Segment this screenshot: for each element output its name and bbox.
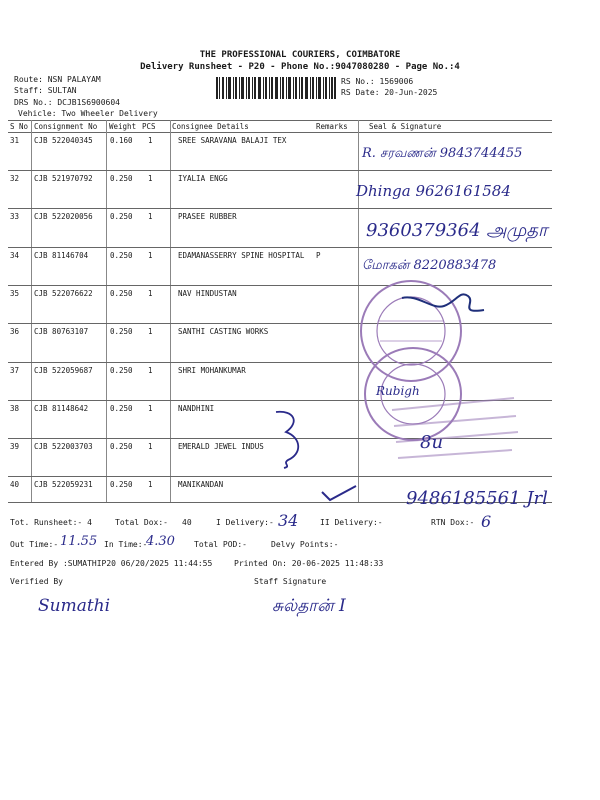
in-time-value: 4.30: [146, 534, 175, 549]
table-row-weight: 0.250: [110, 212, 133, 221]
table-row-consignee: IYALIA ENGG: [178, 174, 228, 183]
in-time-label: In Time:-: [104, 540, 148, 549]
signature-row-34: மோகன் 8220883478: [362, 258, 497, 273]
total-pod-label: Total POD:-: [194, 540, 247, 549]
table-row-consignment: CJB 522003703: [34, 442, 93, 451]
tot-runsheet: Tot. Runsheet:- 4: [10, 518, 92, 527]
column-divider: [31, 120, 32, 502]
column-header-consignee: Consignee Details: [172, 122, 249, 131]
rtn-dox-label: RTN Dox:-: [431, 518, 475, 527]
table-row-consignee: SANTHI CASTING WORKS: [178, 327, 269, 336]
table-row-pcs: 1: [148, 480, 153, 489]
rtn-dox-value: 6: [481, 512, 492, 531]
table-row-weight: 0.160: [110, 136, 133, 145]
table-row-consignment: CJB 522076622: [34, 289, 93, 298]
signature-row-32: Dhinga 9626161584: [356, 182, 511, 200]
staff-signature-label: Staff Signature: [254, 577, 327, 586]
i-delivery-label: I Delivery:-: [216, 518, 274, 527]
table-row-consignment: CJB 522020056: [34, 212, 93, 221]
signature-row-31: R. சரவணன் 9843744455: [362, 146, 523, 161]
barcode: [216, 77, 336, 99]
table-row-pcs: 1: [148, 136, 153, 145]
column-header-weight: Weight: [109, 122, 137, 131]
table-row-pcs: 1: [148, 327, 153, 336]
total-dox-value: 40: [182, 518, 192, 527]
column-header-consignment: Consignment No: [34, 122, 98, 131]
table-row-remarks: P: [316, 251, 321, 260]
table-row-weight: 0.250: [110, 366, 133, 375]
table-row-consignment: CJB 81148642: [34, 404, 89, 413]
table-row-consignee: NANDHINI: [178, 404, 215, 413]
table-row-sno: 33: [10, 212, 20, 221]
table-row-consignee: MANIKANDAN: [178, 480, 224, 489]
table-row-weight: 0.250: [110, 251, 133, 260]
column-header-signature: Seal & Signature: [369, 122, 442, 131]
table-row-sno: 35: [10, 289, 20, 298]
table-row-sno: 39: [10, 442, 20, 451]
table-top-border: [8, 120, 552, 121]
column-header-sno: S No: [10, 122, 29, 131]
signature-scribble: [398, 284, 488, 324]
table-row-consignee: EMERALD JEWEL INDUS: [178, 442, 264, 451]
table-row-consignment: CJB 80763107: [34, 327, 89, 336]
table-row-sno: 40: [10, 480, 20, 489]
table-row-consignee: SREE SARAVANA BALAJI TEX: [178, 136, 287, 145]
row-divider: [8, 476, 552, 477]
table-row-pcs: 1: [148, 251, 153, 260]
table-row-sno: 36: [10, 327, 20, 336]
rs-date: RS Date: 20-Jun-2025: [341, 88, 438, 97]
table-row-pcs: 1: [148, 366, 153, 375]
column-divider: [106, 120, 107, 502]
table-row-consignment: CJB 521970792: [34, 174, 93, 183]
table-row-sno: 37: [10, 366, 20, 375]
verified-by-signature: Sumathi: [38, 596, 111, 616]
row-divider: [8, 247, 552, 248]
staff-signature: சுல்தான் I: [272, 596, 346, 616]
table-row-weight: 0.250: [110, 404, 133, 413]
table-row-consignment: CJB 522059687: [34, 366, 93, 375]
signature-row-38: Rubigh: [376, 384, 420, 398]
signature-row-33: 9360379364 அமுதா: [366, 220, 548, 241]
signature-row-39: 8u: [420, 432, 444, 453]
table-header-border: [8, 132, 552, 133]
table-row-pcs: 1: [148, 212, 153, 221]
table-row-weight: 0.250: [110, 289, 133, 298]
rs-number: RS No.: 1569006: [341, 77, 414, 86]
staff-text: Staff: SULTAN: [14, 86, 77, 95]
page-title: THE PROFESSIONAL COURIERS, COIMBATORE: [199, 50, 401, 60]
table-row-consignment: CJB 522040345: [34, 136, 93, 145]
table-row-sno: 38: [10, 404, 20, 413]
table-row-pcs: 1: [148, 442, 153, 451]
table-row-pcs: 1: [148, 404, 153, 413]
drs-number: DRS No.: DCJB1S6900604: [14, 98, 120, 107]
company-stamp: [384, 392, 524, 472]
table-row-consignment: CJB 522059231: [34, 480, 93, 489]
verified-by-label: Verified By: [10, 577, 63, 586]
table-row-pcs: 1: [148, 174, 153, 183]
table-row-consignee: SHRI MOHANKUMAR: [178, 366, 246, 375]
table-row-sno: 32: [10, 174, 20, 183]
column-header-remarks: Remarks: [316, 122, 348, 131]
signature-row-40: 9486185561 Jrl: [406, 488, 548, 509]
table-row-sno: 34: [10, 251, 20, 260]
table-row-consignment: CJB 81146704: [34, 251, 89, 260]
table-row-pcs: 1: [148, 289, 153, 298]
check-mark: [320, 484, 360, 504]
row-divider: [8, 208, 552, 209]
table-row-consignee: NAV HINDUSTAN: [178, 289, 237, 298]
column-divider: [170, 120, 171, 502]
table-row-consignee: EDAMANASSERRY SPINE HOSPITAL: [178, 251, 305, 260]
out-time-value: 11.55: [60, 534, 98, 549]
table-row-weight: 0.250: [110, 174, 133, 183]
i-delivery-value: 34: [278, 511, 299, 530]
table-row-weight: 0.250: [110, 480, 133, 489]
table-row-consignee: PRASEE RUBBER: [178, 212, 237, 221]
printed-on: Printed On: 20-06-2025 11:48:33: [234, 559, 384, 568]
total-dox-label: Total Dox:-: [115, 518, 168, 527]
table-row-weight: 0.250: [110, 327, 133, 336]
row-divider: [8, 170, 552, 171]
ii-delivery-label: II Delivery:-: [320, 518, 383, 527]
delvy-points-label: Delvy Points:-: [271, 540, 339, 549]
vehicle-text: Vehicle: Two Wheeler Delivery: [18, 109, 158, 118]
page-subtitle: Delivery Runsheet - P20 - Phone No.:9047080280 - Page No.:4: [140, 62, 460, 72]
column-header-pcs: PCS: [142, 122, 156, 131]
entered-by: Entered By :SUMATHIP20 06/20/2025 11:44:55: [10, 559, 213, 568]
out-time-label: Out Time:-: [10, 540, 59, 549]
table-row-weight: 0.250: [110, 442, 133, 451]
handwritten-bracket: [270, 408, 310, 470]
route-text: Route: NSN PALAYAM: [14, 75, 101, 84]
table-row-sno: 31: [10, 136, 20, 145]
